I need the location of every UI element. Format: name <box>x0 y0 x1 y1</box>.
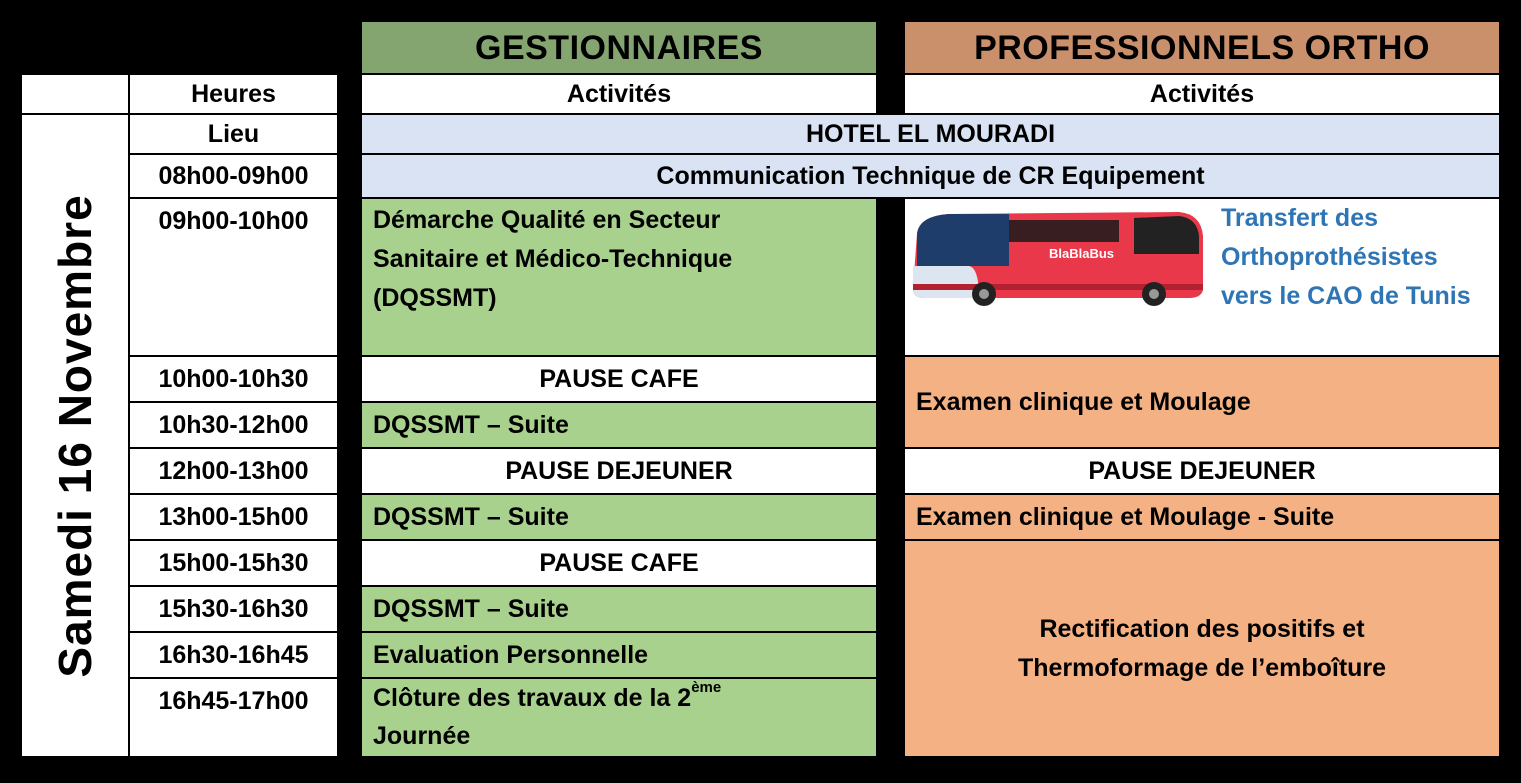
pause-dejeuner-gestionnaires: PAUSE DEJEUNER <box>362 449 876 493</box>
time-slot: 16h45-17h00 <box>130 679 337 756</box>
gestionnaires-header: GESTIONNAIRES <box>362 22 876 73</box>
time-slot: 09h00-10h00 <box>130 199 337 355</box>
communication-cell: Communication Technique de CR Equipement <box>362 155 1499 197</box>
activites-professionnels-header: Activités <box>905 75 1499 113</box>
bus-brand: BlaBlaBus <box>1049 246 1115 261</box>
corner-cell <box>22 75 128 113</box>
bus-image <box>909 206 1209 306</box>
heures-header: Heures <box>130 75 337 113</box>
time-slot: 15h30-16h30 <box>130 587 337 631</box>
cloture-cell <box>362 679 876 756</box>
rectification-cell <box>905 541 1499 756</box>
pause-cafe-1: PAUSE CAFE <box>362 357 876 401</box>
time-slot: 10h30-12h00 <box>130 403 337 447</box>
examen-cell: Examen clinique et Moulage <box>905 357 1499 447</box>
evaluation-cell: Evaluation Personnelle <box>362 633 876 677</box>
lieu-value: HOTEL EL MOURADI <box>362 115 1499 153</box>
transfert-text: Transfert des Orthoprothésistes vers le CAO de Tunis <box>1221 204 1471 310</box>
cloture-superscript: ème <box>691 679 722 696</box>
pause-cafe-2: PAUSE CAFE <box>362 541 876 585</box>
pause-dejeuner-professionnels: PAUSE DEJEUNER <box>905 449 1499 493</box>
time-slot: 10h00-10h30 <box>130 357 337 401</box>
day-label-cell <box>22 115 128 756</box>
demarche-cell <box>362 199 876 355</box>
time-slot: 08h00-09h00 <box>130 155 337 197</box>
time-slot: 16h30-16h45 <box>130 633 337 677</box>
professionnels-header: PROFESSIONNELS ORTHO <box>905 22 1499 73</box>
day-label: Samedi 16 Novembre <box>49 193 101 678</box>
activites-gestionnaires-header: Activités <box>362 75 876 113</box>
lieu-label: Lieu <box>130 115 337 153</box>
dqssmt-suite-3: DQSSMT – Suite <box>362 587 876 631</box>
rectification-text: Rectification des positifs et Thermoformage de l’emboîture <box>1017 614 1387 682</box>
time-slot: 13h00-15h00 <box>130 495 337 539</box>
time-slot: 12h00-13h00 <box>130 449 337 493</box>
demarche-text: Démarche Qualité en Secteur Sanitaire et Médico-Technique (DQSSMT) <box>373 206 733 312</box>
cloture-text: Clôture des travaux de la 2 <box>373 684 692 712</box>
examen-suite-cell: Examen clinique et Moulage - Suite <box>905 495 1499 539</box>
cloture-text-2: Journée <box>373 722 471 750</box>
dqssmt-suite-2: DQSSMT – Suite <box>362 495 876 539</box>
dqssmt-suite-1: DQSSMT – Suite <box>362 403 876 447</box>
time-slot: 15h00-15h30 <box>130 541 337 585</box>
